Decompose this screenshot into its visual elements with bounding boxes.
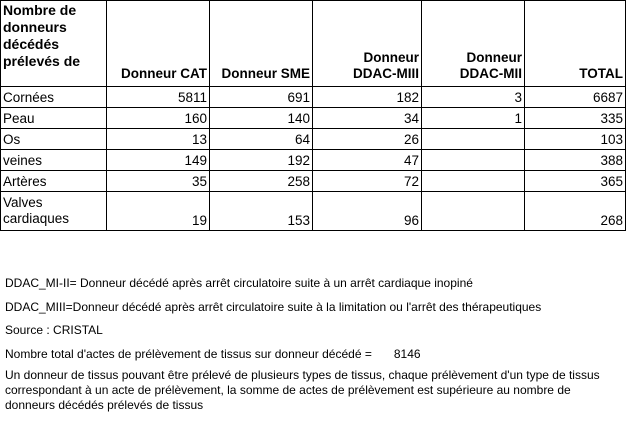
source-note: Source : CRISTAL — [5, 323, 103, 337]
header-ddac-miii-line: DDAC-MIII — [353, 66, 419, 81]
total-acts-note — [5, 347, 421, 361]
definition-ddac-miii: DDAC_MIII=Donneur décédé après arrêt circulatoire suite à la limitation ou l'arrêt des thérapeutiques — [5, 300, 542, 314]
cell-ddac-mii — [422, 129, 525, 150]
cell-total: 335 — [525, 108, 626, 129]
cell-ddac-mii: 1 — [422, 108, 525, 129]
cell-sme: 64 — [210, 129, 313, 150]
definition-ddac-mi-ii: DDAC_MI-II= Donneur décédé après arrêt circulatoire suite à un arrêt cardiaque inopiné — [5, 276, 473, 290]
cell-cat: 5811 — [107, 87, 210, 108]
header-ddac-mii-line: Donneur — [466, 50, 522, 65]
table-header-row — [1, 1, 626, 87]
cell-total: 365 — [525, 171, 626, 192]
cell-ddac-mii — [422, 150, 525, 171]
cell-total: 103 — [525, 129, 626, 150]
header-corner-line: décédés — [3, 36, 60, 52]
table-row — [1, 192, 626, 231]
header-ddac-miii — [313, 1, 422, 87]
row-label-line: Valves — [3, 195, 43, 210]
header-ddac-miii-line: Donneur — [363, 50, 419, 65]
cell-sme: 192 — [210, 150, 313, 171]
cell-ddac-miii: 72 — [313, 171, 422, 192]
table-row — [1, 87, 626, 108]
header-corner — [1, 1, 107, 87]
cell-ddac-mii — [422, 171, 525, 192]
table-row — [1, 108, 626, 129]
cell-ddac-miii: 47 — [313, 150, 422, 171]
row-label: veines — [1, 150, 107, 171]
cell-ddac-mii — [422, 192, 525, 231]
total-acts-label: Nombre total d'actes de prélèvement de tissus sur donneur décédé = — [5, 347, 372, 361]
cell-cat: 13 — [107, 129, 210, 150]
cell-ddac-miii: 96 — [313, 192, 422, 231]
header-cat: Donneur CAT — [107, 1, 210, 87]
cell-ddac-mii: 3 — [422, 87, 525, 108]
header-ddac-mii-line: DDAC-MII — [459, 66, 522, 81]
cell-total: 6687 — [525, 87, 626, 108]
header-ddac-mii — [422, 1, 525, 87]
table-row — [1, 171, 626, 192]
cell-cat: 35 — [107, 171, 210, 192]
cell-cat: 160 — [107, 108, 210, 129]
cell-sme: 258 — [210, 171, 313, 192]
cell-total: 268 — [525, 192, 626, 231]
row-label: Artères — [1, 171, 107, 192]
cell-ddac-miii: 182 — [313, 87, 422, 108]
row-label: Os — [1, 129, 107, 150]
table-row — [1, 150, 626, 171]
table-row — [1, 129, 626, 150]
cell-cat: 19 — [107, 192, 210, 231]
header-sme: Donneur SME — [210, 1, 313, 87]
cell-sme: 691 — [210, 87, 313, 108]
row-label — [1, 192, 107, 231]
row-label: Peau — [1, 108, 107, 129]
explanation-note: Un donneur de tissus pouvant être prélevé de plusieurs types de tissus, chaque prélèvement d'un type de tissus correspondant à un acte de prélèvement, la somme de actes de prélèvement est supérieure au nombre de donneurs décédés prélevés de tissus — [5, 368, 600, 412]
header-corner-line: Nombre de — [3, 2, 77, 18]
cell-ddac-miii: 34 — [313, 108, 422, 129]
total-acts-value: 8146 — [393, 347, 421, 361]
row-label: Cornées — [1, 87, 107, 108]
row-label-line: cardiaques — [3, 211, 70, 226]
cell-cat: 149 — [107, 150, 210, 171]
header-total: TOTAL — [525, 1, 626, 87]
cell-sme: 153 — [210, 192, 313, 231]
cell-sme: 140 — [210, 108, 313, 129]
cell-ddac-miii: 26 — [313, 129, 422, 150]
header-corner-line: donneurs — [3, 19, 67, 35]
header-corner-line: prélevés de — [3, 53, 81, 69]
cell-total: 388 — [525, 150, 626, 171]
